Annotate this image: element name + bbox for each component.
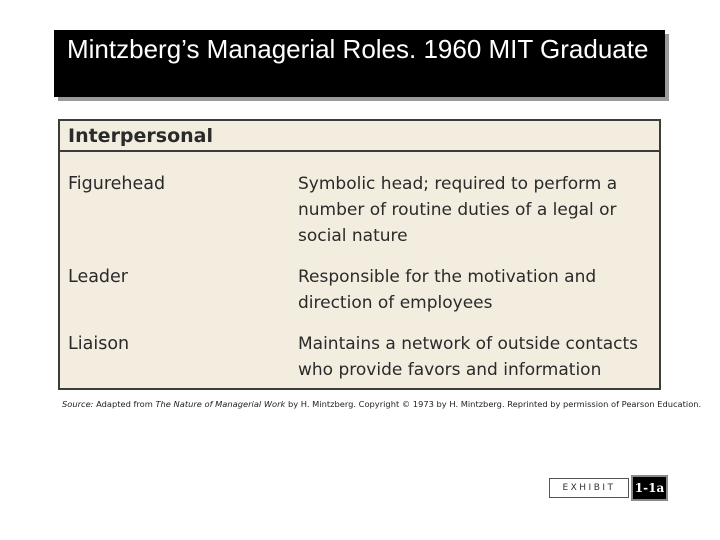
source-work-title: The Nature of Managerial Work [155, 399, 286, 409]
role-description: Responsible for the motivation and direction of employees [298, 267, 597, 313]
role-description: Maintains a network of outside contacts who provide favors and information [298, 334, 639, 380]
role-name: Liaison [68, 334, 130, 354]
section-heading: Interpersonal [60, 121, 659, 152]
role-name: Figurehead [68, 174, 166, 194]
role-name: Leader [68, 267, 129, 287]
exhibit-number: 1-1a [631, 475, 668, 501]
source-note [62, 399, 702, 409]
exhibit-panel [58, 119, 661, 390]
source-suffix: by H. Mintzberg. Copyright © 1973 by H. Mintzberg. Reprinted by permission of Pearson Education. [287, 399, 702, 409]
exhibit-label: EXHIBIT [549, 478, 629, 498]
source-prefix: Adapted from [96, 399, 153, 409]
slide-title: Mintzberg’s Managerial Roles. 1960 MIT Graduate [54, 30, 665, 97]
role-description: Symbolic head; required to perform a number of routine duties of a legal or social nature [298, 174, 618, 246]
source-label: Source: [62, 399, 94, 409]
